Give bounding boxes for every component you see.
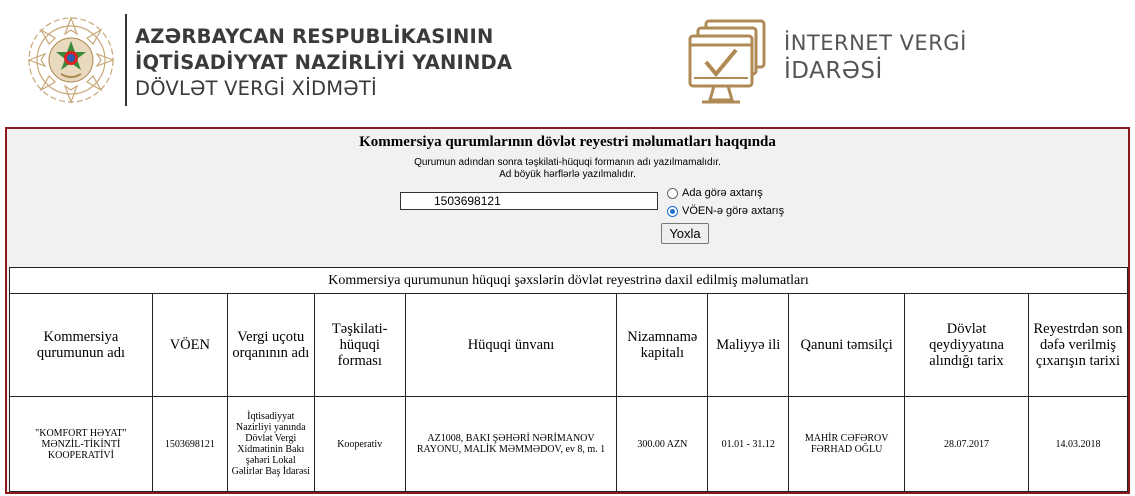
radio-button[interactable] bbox=[667, 188, 678, 199]
azerbaijan-emblem-icon bbox=[25, 14, 117, 106]
search-note-2: Ad böyük hərflərlə yazılmalıdır. bbox=[499, 169, 636, 180]
column-header-tax-authority: Vergi uçotu orqanının adı bbox=[227, 294, 314, 397]
column-header-voen: VÖEN bbox=[152, 294, 227, 397]
portal-title-line-2: İDARƏSİ bbox=[784, 58, 883, 84]
column-header-fiscal-year: Maliyyə ili bbox=[708, 294, 789, 397]
voen-search-input[interactable]: 1503698121 bbox=[400, 192, 658, 210]
cell-tax-authority: İqtisadiyyat Nazirliyi yanında Dövlət Vergi Xidmətinin Bakı şəhəri Lokal Gəlirlər Baş İdarəsi bbox=[227, 397, 314, 492]
results-caption: Kommersiya qurumunun hüquqi şəxslərin dövlət reyestrinə daxil edilmiş məlumatları bbox=[10, 268, 1128, 294]
ministry-line-3: DÖVLƏT VERGİ XİDMƏTİ bbox=[135, 77, 377, 100]
results-table bbox=[9, 267, 1128, 492]
radio-search-by-name[interactable] bbox=[667, 187, 763, 199]
search-note-1: Qurumun adından sonra təşkilati-hüquqi formanın adı yazılmamalıdır. bbox=[414, 157, 721, 168]
ministry-title bbox=[135, 24, 512, 102]
table-row bbox=[10, 397, 1128, 492]
monitor-checkmark-icon bbox=[688, 18, 770, 106]
radio-name-label: Ada görə axtarış bbox=[682, 187, 763, 199]
ministry-line-1: AZƏRBAYCAN RESPUBLİKASININ bbox=[135, 25, 494, 48]
column-header-last-extract-date: Reyestrdən son dəfə verilmiş çıxarışın tarixi bbox=[1028, 294, 1127, 397]
column-header-legal-form: Təşkilati-hüquqi forması bbox=[314, 294, 405, 397]
ministry-line-2: İQTİSADİYYAT NAZİRLİYİ YANINDA bbox=[135, 51, 513, 74]
column-header-name: Kommersiya qurumunun adı bbox=[10, 294, 153, 397]
cell-fiscal-year: 01.01 - 31.12 bbox=[708, 397, 789, 492]
cell-representative: MAHİR CƏFƏROV FƏRHAD OĞLU bbox=[789, 397, 905, 492]
column-header-address: Hüquqi ünvanı bbox=[405, 294, 617, 397]
search-title: Kommersiya qurumlarının dövlət reyestri məlumatları haqqında bbox=[359, 134, 776, 150]
results-header-row bbox=[10, 294, 1128, 397]
radio-voen-label: VÖEN-ə görə axtarış bbox=[682, 205, 785, 217]
column-header-representative: Qanuni təmsilçi bbox=[789, 294, 905, 397]
registry-panel bbox=[5, 127, 1130, 494]
cell-legal-form: Kooperativ bbox=[314, 397, 405, 492]
check-button[interactable]: Yoxla bbox=[661, 223, 709, 244]
cell-last-extract-date: 14.03.2018 bbox=[1028, 397, 1127, 492]
radio-button-selected[interactable] bbox=[667, 206, 678, 217]
search-form bbox=[7, 129, 1128, 267]
portal-title bbox=[784, 30, 967, 86]
site-header bbox=[5, 0, 980, 122]
portal-title-line-1: İNTERNET VERGİ bbox=[784, 31, 967, 55]
column-header-registration-date: Dövlət qeydiyyatına alındığı tarix bbox=[905, 294, 1029, 397]
results-caption-row bbox=[10, 268, 1128, 294]
header-divider bbox=[125, 14, 127, 106]
radio-search-by-voen[interactable] bbox=[667, 205, 784, 217]
column-header-capital: Nizamnamə kapitalı bbox=[617, 294, 708, 397]
cell-voen: 1503698121 bbox=[152, 397, 227, 492]
cell-capital: 300.00 AZN bbox=[617, 397, 708, 492]
cell-address: AZ1008, BAKI ŞƏHƏRİ NƏRİMANOV RAYONU, MALİK MƏMMƏDOV, ev 8, m. 1 bbox=[405, 397, 617, 492]
cell-name: "KOMFORT HƏYAT" MƏNZİL-TİKİNTİ KOOPERATİVİ bbox=[10, 397, 153, 492]
cell-registration-date: 28.07.2017 bbox=[905, 397, 1029, 492]
